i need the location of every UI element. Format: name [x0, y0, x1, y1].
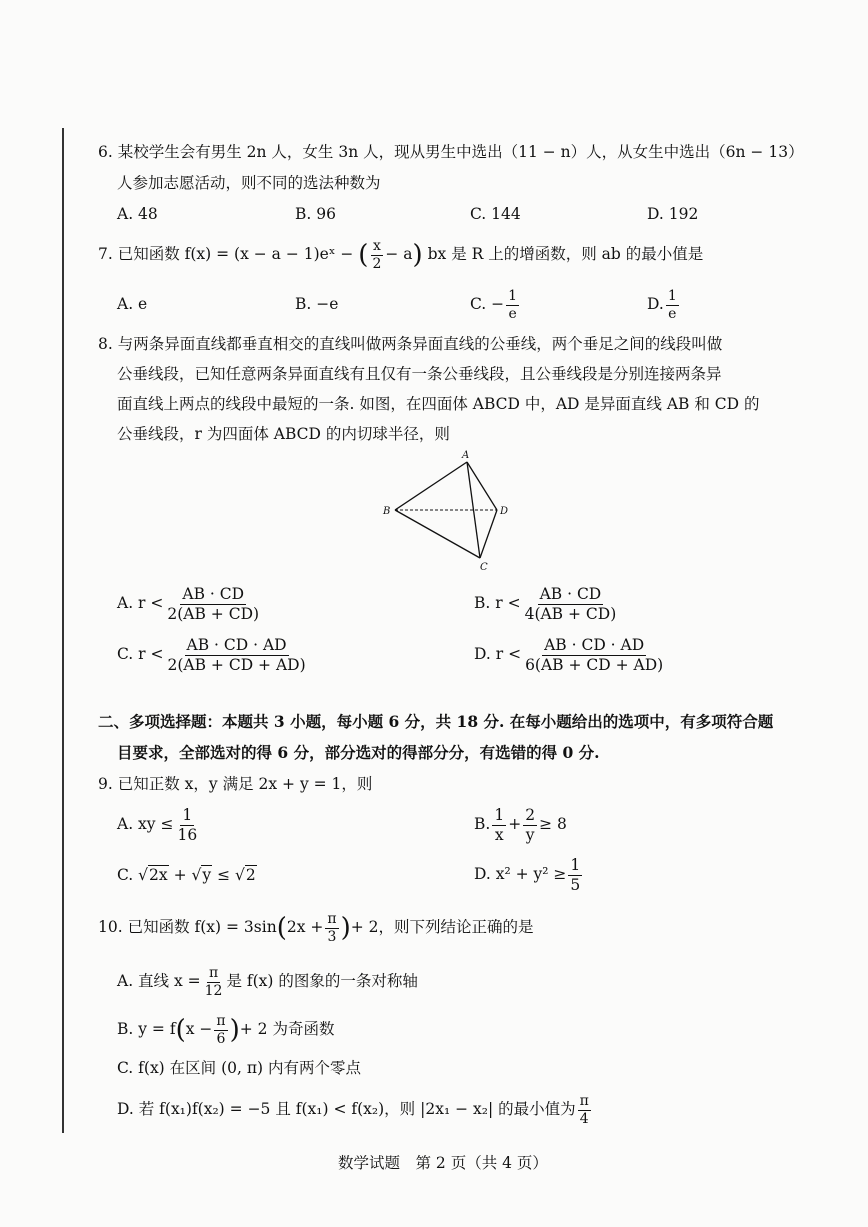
binding-margin-line — [62, 128, 64, 1133]
q7-option-c — [470, 284, 521, 324]
section2-heading-line2: 目要求，全部选对的得 6 分，部分选对的得部分分，有选错的得 0 分. — [117, 743, 600, 762]
q9-option-b-num2: 2 — [525, 806, 536, 825]
q7-option-d-fraction — [666, 289, 679, 321]
q10-stem-suffix: + 2，则下列结论正确的是 — [350, 918, 534, 936]
q7-stem — [98, 236, 703, 272]
q7-option-c-fraction — [506, 289, 519, 321]
q9-option-a-prefix: A. xy ≤ — [117, 815, 174, 833]
q10-option-b-right-paren: ) — [229, 1015, 240, 1045]
label-c: C — [480, 562, 488, 572]
q7-frac-num: x — [372, 237, 381, 254]
section2-heading-line1: 二、多项选择题：本题共 3 小题，每小题 6 分，共 18 分. 在每小题给出的选项中，有多项符合题 — [98, 712, 774, 731]
q9-option-a — [117, 803, 201, 845]
q9-option-c-mid2: ≤ √ — [217, 866, 245, 884]
q9-option-a-num: 1 — [182, 806, 193, 825]
q7-right-paren: ) — [412, 240, 423, 270]
q9-option-d-prefix: D. x² + y² ≥ — [474, 865, 567, 883]
q8-option-a-fraction — [165, 586, 261, 622]
q10-option-d-num: π — [579, 1092, 589, 1109]
q7-option-d-prefix: D. — [647, 295, 664, 313]
q8-option-c-prefix: C. r < — [117, 645, 164, 663]
q7-option-d — [647, 284, 681, 324]
q7-stem-prefix: 7. 已知函数 f(x) = (x − a − 1)eˣ − — [98, 245, 354, 263]
q8-stem-line4: 公垂线段，r 为四面体 ABCD 的内切球半径，则 — [117, 425, 450, 443]
q6-option-a: A. 48 — [117, 205, 158, 223]
q7-stem-suffix: bx 是 R 上的增函数，则 ab 的最小值是 — [427, 245, 704, 263]
q9-option-b-num1: 1 — [494, 806, 505, 825]
q9-option-b-den2: y — [525, 825, 535, 844]
q9-option-d-fraction — [568, 857, 582, 893]
q8-option-d-den: 6(AB + CD + AD) — [525, 655, 664, 674]
q9-option-b-den1: x — [494, 825, 504, 844]
q9-option-c-prefix: C. √ — [117, 866, 149, 884]
q10-option-b-num: π — [216, 1012, 226, 1029]
q9-option-d-num: 1 — [570, 856, 581, 875]
page-footer: 数学试题 第 2 页（共 4 页） — [338, 1154, 548, 1172]
q9-option-b-fraction2 — [523, 807, 537, 843]
q9-option-c — [117, 860, 257, 890]
q7-option-d-den: e — [668, 305, 677, 322]
q10-stem — [98, 906, 534, 948]
edge-ac — [467, 462, 480, 558]
q9-option-b-plus: + — [508, 815, 522, 833]
q7-option-d-num: 1 — [667, 287, 677, 304]
edge-cd — [480, 510, 497, 558]
q9-option-b-prefix: B. — [474, 815, 491, 833]
q9-option-b-suffix: ≥ 8 — [539, 815, 567, 833]
q6-option-b: B. 96 — [295, 205, 336, 223]
edge-ab — [395, 462, 467, 510]
edge-ad — [467, 462, 497, 510]
q9-option-b-fraction1 — [492, 807, 506, 843]
q7-option-c-prefix: C. − — [470, 295, 505, 313]
label-d: D — [500, 506, 509, 517]
q10-option-b-den: 6 — [216, 1030, 226, 1047]
q6-option-c: C. 144 — [470, 205, 521, 223]
q10-option-d — [117, 1088, 593, 1130]
q8-stem-line1: 8. 与两条异面直线都垂直相交的直线叫做两条异面直线的公垂线，两个垂足之间的线段叫做 — [98, 335, 723, 353]
q8-option-a-prefix: A. r < — [117, 594, 164, 612]
q10-stem-fraction — [325, 912, 338, 944]
q7-stem-mid: − a — [385, 245, 413, 263]
q7-option-b: B. −e — [295, 295, 339, 313]
q9-option-a-fraction — [175, 807, 199, 843]
q8-stem-line2: 公垂线段，已知任意两条异面直线有且仅有一条公垂线段，且公垂线段是分别连接两条异 — [117, 365, 722, 383]
q10-option-a-fraction — [203, 966, 225, 998]
edge-bc — [395, 510, 480, 558]
q10-option-d-den: 4 — [579, 1110, 589, 1127]
q10-left-paren: ( — [276, 913, 287, 943]
q8-option-c — [117, 633, 310, 675]
q10-option-a-num: π — [208, 964, 219, 981]
q7-option-a: A. e — [117, 295, 148, 313]
q10-stem-den: 3 — [327, 928, 337, 945]
q10-option-b-suffix: + 2 为奇函数 — [239, 1020, 335, 1038]
q8-option-c-num: AB · CD · AD — [186, 636, 287, 655]
q10-option-b — [117, 1008, 334, 1050]
q8-option-d-num: AB · CD · AD — [544, 636, 645, 655]
q7-left-paren: ( — [358, 240, 369, 270]
q8-option-a-den: 2(AB + CD) — [167, 604, 260, 623]
q8-option-a — [117, 582, 263, 624]
q8-option-a-num: AB · CD — [182, 585, 245, 604]
q10-option-c: C. f(x) 在区间 (0, π) 内有两个零点 — [117, 1059, 362, 1077]
q10-option-b-prefix: B. y = f — [117, 1020, 176, 1038]
q10-option-d-fraction — [578, 1094, 591, 1126]
q10-option-b-left-paren: ( — [175, 1015, 186, 1045]
q9-option-d — [474, 853, 584, 895]
q6-stem-line2: 人参加志愿活动，则不同的选法种数为 — [117, 174, 381, 192]
q9-option-d-den: 5 — [570, 875, 581, 894]
q9-option-c-radicand1: 2x — [149, 866, 168, 884]
q8-option-d — [474, 633, 667, 675]
q8-option-c-den: 2(AB + CD + AD) — [167, 655, 306, 674]
q9-option-a-den: 16 — [177, 825, 198, 844]
q8-option-b-fraction — [523, 586, 619, 622]
q10-option-b-inner: x − — [185, 1020, 213, 1038]
tetrahedron-figure — [375, 448, 525, 572]
q8-option-b-num: AB · CD — [539, 585, 602, 604]
q8-option-c-fraction — [166, 637, 308, 673]
q8-option-d-prefix: D. r < — [474, 645, 522, 663]
q10-stem-num: π — [327, 910, 337, 927]
q8-stem-line3: 面直线上两点的线段中最短的一条. 如图，在四面体 ABCD 中，AD 是异面直线 AB 和 CD 的 — [117, 395, 760, 413]
q8-option-b — [474, 582, 620, 624]
q10-option-d-prefix: D. 若 f(x₁)f(x₂) = −5 且 f(x₁) < f(x₂)，则 |2x₁ − x₂| 的最小值为 — [117, 1100, 576, 1118]
q7-option-c-den: e — [508, 305, 517, 322]
q6-stem-line1: 6. 某校学生会有男生 2n 人，女生 3n 人，现从男生中选出（11 − n）人，从女生中选出（6n − 13） — [98, 143, 804, 161]
q9-option-c-radicand2: y — [202, 866, 212, 884]
q7-frac-den: 2 — [372, 255, 382, 272]
label-a: A — [462, 450, 470, 461]
q10-option-a — [117, 960, 418, 1002]
q9-stem: 9. 已知正数 x，y 满足 2x + y = 1，则 — [98, 775, 373, 793]
q9-option-c-mid: + √ — [173, 866, 202, 884]
q7-option-c-num: 1 — [508, 287, 518, 304]
q9-option-c-radicand3: 2 — [245, 866, 256, 884]
q10-option-b-fraction — [214, 1014, 227, 1046]
q6-option-d: D. 192 — [647, 205, 699, 223]
q8-option-b-prefix: B. r < — [474, 594, 521, 612]
label-b: B — [383, 506, 391, 517]
q10-option-a-den: 12 — [204, 982, 223, 999]
q8-option-d-fraction — [523, 637, 665, 673]
q10-right-paren: ) — [340, 913, 351, 943]
q10-stem-prefix: 10. 已知函数 f(x) = 3sin — [98, 918, 277, 936]
q7-fraction — [370, 239, 383, 271]
q9-option-b — [474, 803, 567, 845]
q8-option-b-den: 4(AB + CD) — [524, 604, 617, 623]
q10-option-a-prefix: A. 直线 x = — [117, 972, 201, 990]
q10-option-a-suffix: 是 f(x) 的图象的一条对称轴 — [226, 972, 418, 990]
q10-stem-inner: 2x + — [286, 918, 324, 936]
